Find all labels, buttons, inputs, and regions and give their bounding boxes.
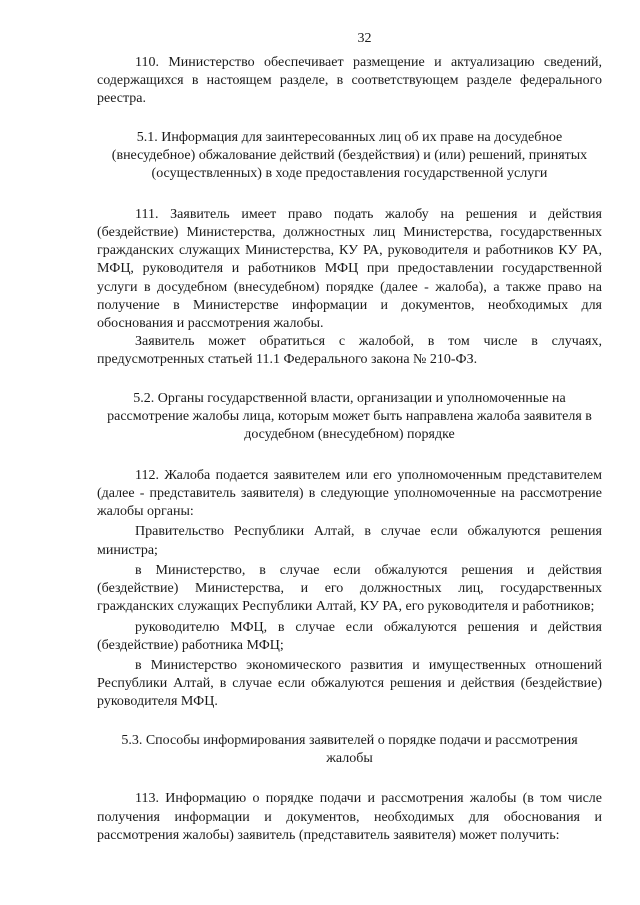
paragraph-112-economy-ministry: в Министерство экономического развития и имущественных отношений Республики Алтай, в случае если обжалуются решения и действия (бездействие) руководителя МФЦ. <box>97 657 602 710</box>
section-heading-5-2: 5.2. Органы государственной власти, организации и уполномоченные на рассмотрение жалобы лица, которым может быть направлена жалоба заявителя в досудебном (внесудебном) порядке <box>107 390 592 443</box>
paragraph-112: 112. Жалоба подается заявителем или его уполномоченным представителем (далее - представитель заявителя) в следующие уполномоченные на рассмотрение жалобы органы: <box>97 467 602 520</box>
document-page <box>97 30 602 845</box>
section-heading-5-3: 5.3. Способы информирования заявителей о порядке подачи и рассмотрения жалобы <box>121 732 578 766</box>
paragraph-111: 111. Заявитель имеет право подать жалобу на решения и действия (бездействие) Министерства, должностных лиц Министерства, государственных гражданских служащих Министерства, КУ РА, руководителя и работников КУ РА, МФЦ, руководителя и работников МФЦ при предоставлении государственной услуги в досудебном (внесудебном) порядке (далее - жалоба), а также право на получение в Министерстве информации и документов, необходимых для обоснования и рассмотрения жалобы. <box>97 206 602 332</box>
paragraph-112-ministry: в Министерство, в случае если обжалуются решения и действия (бездействие) Министерства, и его должностных лиц, государственных гражданских служащих Республики Алтай, КУ РА, его руководителя и работников; <box>97 562 602 615</box>
page-number: 32 <box>357 31 372 46</box>
paragraph-112-mfc-head: руководителю МФЦ, в случае если обжалуются решения и действия (бездействие) работника МФЦ; <box>97 619 602 653</box>
paragraph-113: 113. Информацию о порядке подачи и рассмотрения жалобы (в том числе получения информации и документов, необходимых для обоснования и рассмотрения жалобы) заявитель (представитель заявителя) может получить: <box>97 791 602 843</box>
paragraph-111-cases: Заявитель может обратиться с жалобой, в том числе в случаях, предусмотренных статьей 11.1 Федерального закона № 210-ФЗ. <box>97 334 602 368</box>
paragraph-110: 110. Министерство обеспечивает размещение и актуализацию сведений, содержащихся в настоящем разделе, в соответствующем разделе федерального реестра. <box>97 55 602 107</box>
paragraph-112-government: Правительство Республики Алтай, в случае если обжалуются решения министра; <box>97 524 602 558</box>
section-heading-5-1: 5.1. Информация для заинтересованных лиц об их праве на досудебное (внесудебное) обжалование действий (бездействия) и (или) решений, принятых (осуществленных) в ходе предоставления государственной услуги <box>111 129 588 182</box>
